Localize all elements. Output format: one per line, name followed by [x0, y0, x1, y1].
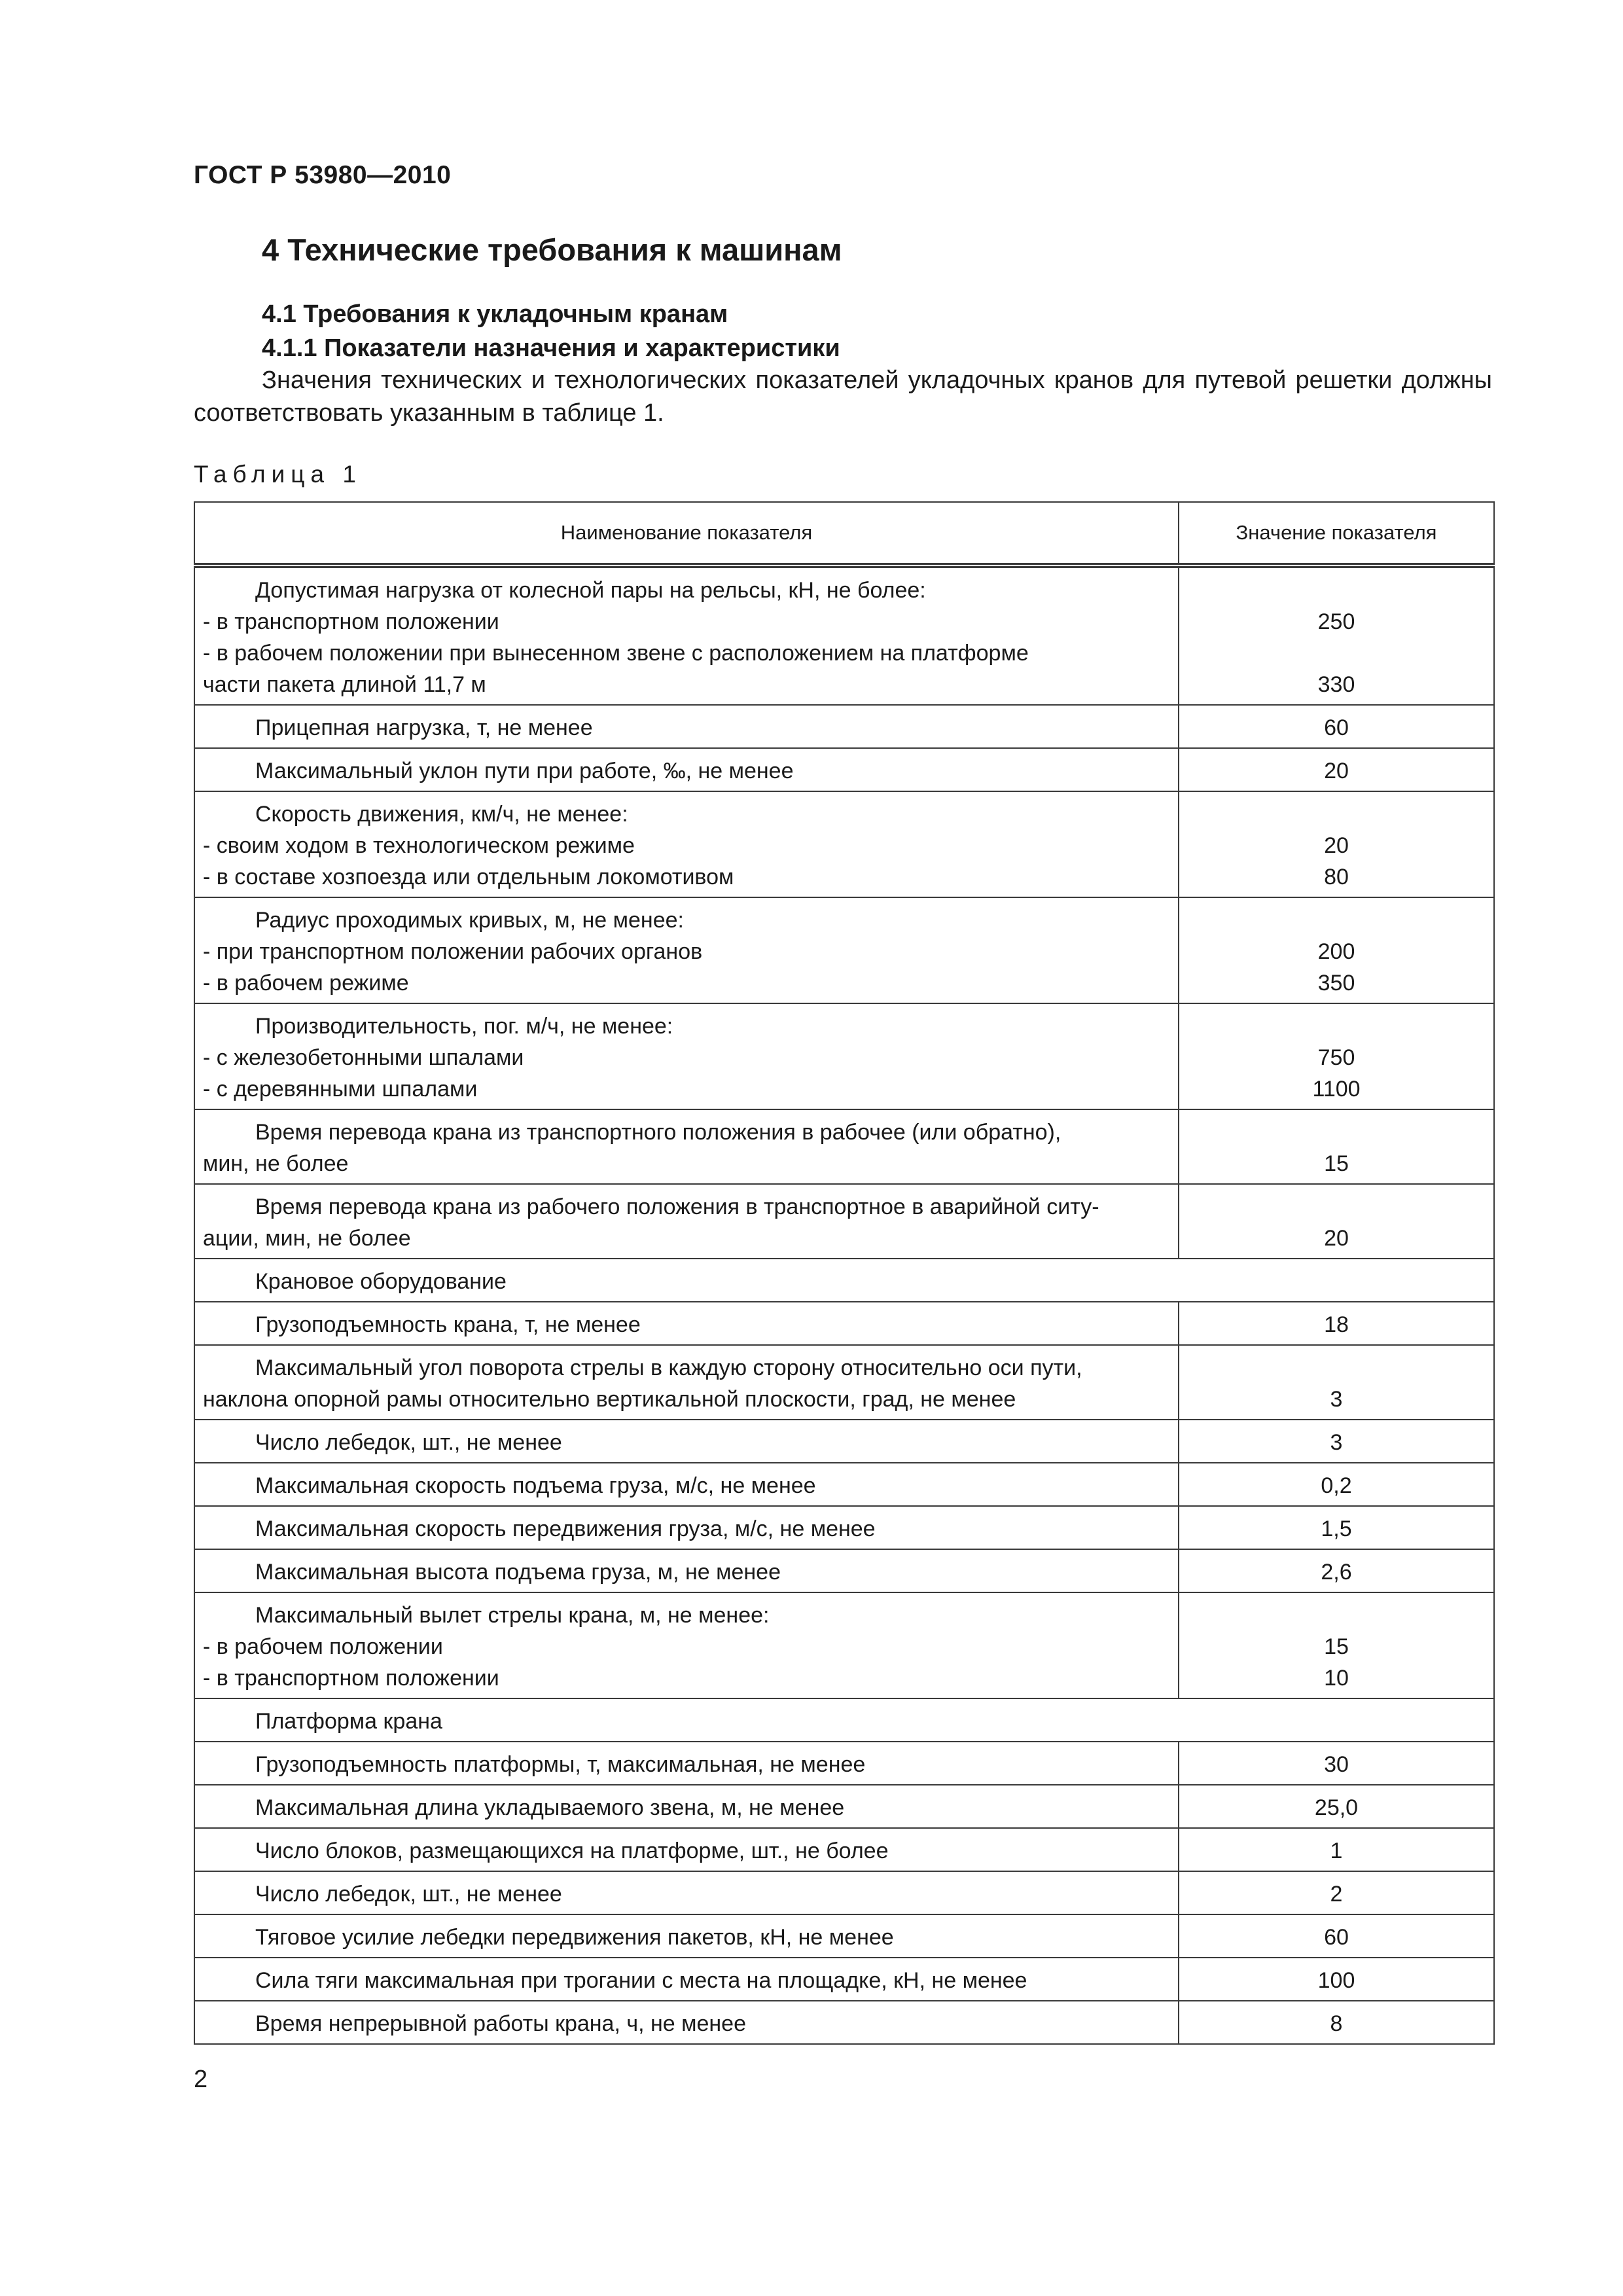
indicator-name-cell [194, 748, 1179, 791]
indicator-value: 200 [1317, 939, 1355, 964]
indicator-value: 15 [1324, 1634, 1349, 1659]
indicator-value-cell [1179, 1184, 1494, 1259]
indicator-name-cell [194, 1302, 1179, 1345]
indicator-name-cell [194, 2001, 1179, 2044]
indicator-value [1187, 905, 1486, 936]
indicator-name-line: Тяговое усилие лебедки передвижения пакетов, кН, не менее [255, 1925, 894, 1950]
indicator-name-line: Число блоков, размещающихся на платформе, шт., не более [255, 1839, 889, 1863]
indicator-name-line: Грузоподъемность платформы, т, максимальная, не менее [255, 1752, 866, 1777]
indicator-name-cell [194, 1742, 1179, 1785]
indicator-name-cell [194, 1345, 1179, 1420]
indicator-value: 1100 [1312, 1077, 1361, 1102]
indicator-value: 330 [1317, 672, 1355, 697]
indicator-value-cell [1179, 1109, 1494, 1184]
table-row [194, 1592, 1494, 1698]
table-row [194, 2001, 1494, 2044]
indicator-name-line: наклона опорной рамы относительно вертикальной плоскости, град, не менее [203, 1387, 1016, 1412]
indicator-name-line: Время непрерывной работы крана, ч, не менее [255, 2011, 746, 2036]
indicator-name-cell [194, 565, 1179, 705]
indicator-value: 8 [1330, 2011, 1343, 2036]
indicator-value-cell [1179, 1463, 1494, 1506]
indicator-value-cell [1179, 1958, 1494, 2001]
indicator-name-cell [194, 1003, 1179, 1109]
table-row [194, 1871, 1494, 1914]
indicator-name-cell [194, 1549, 1179, 1592]
indicator-name-line: Максимальный угол поворота стрелы в каждую сторону относительно оси пути, [255, 1355, 1082, 1380]
indicator-name-cell [194, 897, 1179, 1003]
indicator-name-cell [194, 1871, 1179, 1914]
indicator-value: 20 [1324, 833, 1349, 858]
indicator-name-line: Прицепная нагрузка, т, не менее [255, 715, 593, 740]
table-row [194, 1914, 1494, 1958]
indicator-name-line: Время перевода крана из транспортного положения в рабочее (или обратно), [255, 1120, 1061, 1145]
indicator-name-cell [194, 1828, 1179, 1871]
indicator-name-line: Максимальная скорость подъема груза, м/с, не менее [255, 1473, 816, 1498]
indicator-value-cell [1179, 1549, 1494, 1592]
indicator-name-line: - в рабочем положении [203, 1634, 443, 1659]
indicator-name-line: Крановое оборудование [255, 1269, 507, 1294]
indicator-name-cell [194, 1506, 1179, 1549]
indicator-name-line: - с деревянными шпалами [203, 1077, 478, 1102]
indicator-name-line: - в рабочем положении при вынесенном звене с расположением на платформе [203, 641, 1029, 666]
indicator-name-line: - при транспортном положении рабочих органов [203, 939, 703, 964]
indicator-value: 3 [1330, 1430, 1343, 1455]
indicator-name-cell [194, 1184, 1179, 1259]
table-row [194, 1345, 1494, 1420]
indicator-value-cell [1179, 1914, 1494, 1958]
indicator-name-cell [194, 1259, 1494, 1302]
indicator-name-cell [194, 1420, 1179, 1463]
specification-table [194, 501, 1495, 2045]
indicator-name-line: Время перевода крана из рабочего положения в транспортное в аварийной ситу- [255, 1194, 1099, 1219]
table-row [194, 791, 1494, 897]
subsubsection-title: 4.1.1 Показатели назначения и характеристики [262, 334, 840, 362]
indicator-value [1187, 637, 1486, 669]
indicator-name-line: Максимальный вылет стрелы крана, м, не менее: [255, 1603, 770, 1628]
page-number: 2 [194, 2066, 208, 2093]
indicator-value-cell [1179, 1302, 1494, 1345]
indicator-value-cell [1179, 565, 1494, 705]
table-row [194, 1828, 1494, 1871]
indicator-value-cell [1179, 1420, 1494, 1463]
indicator-name-line: Максимальная скорость передвижения груза, м/с, не менее [255, 1516, 876, 1541]
indicator-name-line: - в составе хозпоезда или отдельным локомотивом [203, 865, 734, 889]
indicator-value: 60 [1324, 715, 1349, 740]
table-row [194, 1109, 1494, 1184]
document-code: ГОСТ Р 53980—2010 [194, 161, 452, 189]
table-row [194, 897, 1494, 1003]
indicator-value [1187, 1600, 1486, 1631]
indicator-value: 20 [1324, 1226, 1349, 1251]
indicator-value [1187, 1191, 1486, 1223]
indicator-value: 2,6 [1321, 1560, 1352, 1585]
indicator-value-cell [1179, 705, 1494, 748]
indicator-name-cell [194, 1958, 1179, 2001]
indicator-name-line: - в транспортном положении [203, 1666, 499, 1691]
section-title: 4 Технические требования к машинам [262, 232, 842, 267]
indicator-value-cell [1179, 1506, 1494, 1549]
table-header-row [194, 502, 1494, 565]
intro-paragraph: Значения технических и технологических показателей укладочных кранов для путевой решетки должны соответствовать указанным в таблице 1. [194, 367, 1492, 427]
indicator-name-line: - в транспортном положении [203, 609, 499, 634]
indicator-name-line: Скорость движения, км/ч, не менее: [255, 802, 628, 827]
indicator-value: 80 [1324, 865, 1349, 889]
indicator-value: 1 [1330, 1839, 1343, 1863]
table-row [194, 1184, 1494, 1259]
indicator-name-cell [194, 1109, 1179, 1184]
indicator-name-line: Максимальная высота подъема груза, м, не менее [255, 1560, 781, 1585]
indicator-name-line: Максимальная длина укладываемого звена, м, не менее [255, 1795, 845, 1820]
indicator-value: 1,5 [1321, 1516, 1352, 1541]
table-row [194, 1506, 1494, 1549]
table-row [194, 1420, 1494, 1463]
indicator-value: 60 [1324, 1925, 1349, 1950]
indicator-value: 25,0 [1314, 1795, 1359, 1820]
indicator-name-line: Допустимая нагрузка от колесной пары на рельсы, кН, не более: [255, 578, 926, 603]
table-row [194, 1785, 1494, 1828]
indicator-name-line: - своим ходом в технологическом режиме [203, 833, 635, 858]
indicator-name-line: Число лебедок, шт., не менее [255, 1430, 562, 1455]
indicator-value: 18 [1324, 1312, 1349, 1337]
indicator-name-line: ации, мин, не более [203, 1226, 411, 1251]
table-caption: Таблица 1 [194, 461, 362, 488]
indicator-name-line: Радиус проходимых кривых, м, не менее: [255, 908, 684, 933]
indicator-name-cell [194, 1785, 1179, 1828]
indicator-name-line: Производительность, пог. м/ч, не менее: [255, 1014, 673, 1039]
indicator-value: 3 [1330, 1387, 1343, 1412]
table-row [194, 565, 1494, 705]
subsection-title: 4.1 Требования к укладочным кранам [262, 300, 728, 328]
table-row [194, 1463, 1494, 1506]
indicator-value: 2 [1330, 1882, 1343, 1907]
indicator-value: 100 [1317, 1968, 1355, 1993]
indicator-value [1187, 1352, 1486, 1384]
indicator-value: 0,2 [1321, 1473, 1352, 1498]
table-row [194, 1742, 1494, 1785]
table-group-row [194, 1259, 1494, 1302]
table-body [194, 565, 1494, 2044]
indicator-value [1187, 1117, 1486, 1148]
indicator-name-line: части пакета длиной 11,7 м [203, 672, 486, 697]
indicator-value-cell [1179, 1785, 1494, 1828]
indicator-value-cell [1179, 1742, 1494, 1785]
indicator-name-line: Платформа крана [255, 1709, 442, 1734]
indicator-value: 10 [1324, 1666, 1349, 1691]
indicator-value: 350 [1317, 971, 1355, 996]
indicator-name-cell [194, 1698, 1494, 1742]
indicator-value-cell [1179, 1345, 1494, 1420]
indicator-name-line: - с железобетонными шпалами [203, 1045, 524, 1070]
indicator-value: 30 [1324, 1752, 1349, 1777]
indicator-value [1187, 1011, 1486, 1042]
table-row [194, 1003, 1494, 1109]
indicator-name-cell [194, 1463, 1179, 1506]
indicator-value-cell [1179, 2001, 1494, 2044]
indicator-value: 15 [1324, 1151, 1349, 1176]
indicator-name-line: Максимальный уклон пути при работе, ‰, не менее [255, 759, 794, 783]
indicator-value-cell [1179, 897, 1494, 1003]
indicator-name-cell [194, 705, 1179, 748]
indicator-name-line: Число лебедок, шт., не менее [255, 1882, 562, 1907]
indicator-value-cell [1179, 1592, 1494, 1698]
indicator-name-line: - в рабочем режиме [203, 971, 409, 996]
indicator-value: 250 [1317, 609, 1355, 634]
indicator-name-line: мин, не более [203, 1151, 349, 1176]
indicator-name-line: Грузоподъемность крана, т, не менее [255, 1312, 641, 1337]
table-row [194, 748, 1494, 791]
table-group-row [194, 1698, 1494, 1742]
indicator-name-cell [194, 1592, 1179, 1698]
indicator-value-cell [1179, 1871, 1494, 1914]
indicator-value: 750 [1317, 1045, 1355, 1070]
indicator-value: 20 [1324, 759, 1349, 783]
table-row [194, 1302, 1494, 1345]
indicator-value-cell [1179, 748, 1494, 791]
indicator-value-cell [1179, 791, 1494, 897]
indicator-value-cell [1179, 1003, 1494, 1109]
indicator-value [1187, 798, 1486, 830]
indicator-value-cell [1179, 1828, 1494, 1871]
indicator-name-cell [194, 1914, 1179, 1958]
indicator-name-line: Сила тяги максимальная при трогании с места на площадке, кН, не менее [255, 1968, 1027, 1993]
indicator-value [1187, 575, 1486, 606]
table-row [194, 705, 1494, 748]
column-header-name: Наименование показателя [194, 502, 1179, 565]
indicator-name-cell [194, 791, 1179, 897]
table-row [194, 1958, 1494, 2001]
column-header-value: Значение показателя [1179, 502, 1494, 565]
table-row [194, 1549, 1494, 1592]
